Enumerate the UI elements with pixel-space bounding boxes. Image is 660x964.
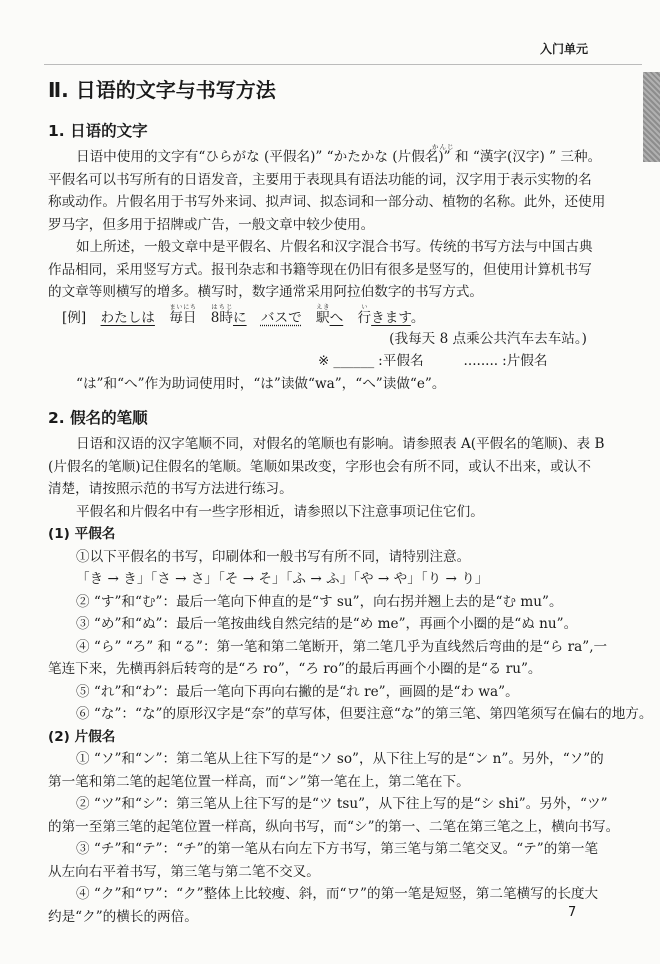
text-line: 作品相同，采用竖写方式。报刊杂志和书籍等现在仍旧有很多是竖写的，但使用计算机书写 bbox=[48, 261, 592, 278]
text-line: ③ “チ”和“テ”：“チ”的第一笔从右向左下方书写，第三笔与第二笔交叉。“テ”的第一笔 bbox=[76, 841, 599, 857]
legend-katakana: :片假名 bbox=[502, 353, 548, 369]
text-line: 罗马字，但多用于招牌或广告，一般文章中较少使用。 bbox=[48, 216, 375, 233]
hiragana-list bbox=[48, 546, 653, 726]
paragraph bbox=[48, 143, 606, 236]
example-sentence bbox=[48, 304, 591, 328]
text-line: 的文章等则横写的增多。横写时，数字通常采用阿拉伯数字的书写方式。 bbox=[48, 284, 483, 300]
text-line: 清楚，请按照示范的书写方法进行练习。 bbox=[48, 481, 293, 497]
paragraph bbox=[48, 236, 591, 304]
paragraph bbox=[48, 433, 605, 501]
section-heading-2: 2. 假名的笔顺 bbox=[48, 409, 148, 427]
page-number: 7 bbox=[568, 905, 577, 920]
example-word: 行いきます。 bbox=[357, 303, 425, 326]
kanji-furigana: かんじ bbox=[432, 143, 455, 151]
text-line: ② “ツ”和“シ”：第三笔从上往下写的是“ツ tsu”，从下往上写的是“シ shi”。另外，“ツ” bbox=[76, 796, 608, 812]
header-rule bbox=[44, 64, 642, 65]
katakana-list bbox=[48, 748, 620, 928]
text-line: 约是“ク”的横长的两倍。 bbox=[48, 908, 198, 925]
list-item bbox=[48, 591, 591, 614]
paragraph bbox=[48, 501, 591, 524]
text-line: 称或动作。片假名用于书写外来词、拟声词、拟态词和一部分动、植物的名称。此外，还使用 bbox=[48, 194, 606, 210]
legend-mark: ※ bbox=[318, 353, 330, 369]
section-heading-1: 1. 日语的文字 bbox=[48, 122, 148, 140]
text-line: ①以下平假名的书写，印刷体和一般书写有所不同，请特别注意。 bbox=[76, 548, 471, 565]
example-word: 8時はちじに bbox=[210, 303, 247, 326]
text-line: 日语和汉语的汉字笔顺不同，对假名的笔顺也有影响。请参照表 A(平假名的笔顺)、表 B bbox=[76, 436, 605, 452]
text-line: 的第一至第三笔的起笔位置一样高，纵向书写，而“シ”的第一、二笔在第三笔之上，横向书写。 bbox=[48, 818, 620, 835]
list-item bbox=[48, 613, 591, 636]
example-word: バスで bbox=[260, 309, 302, 326]
example-translation: (我每天 8 点乘公共汽车去车站。) bbox=[389, 330, 587, 347]
list-item bbox=[48, 703, 653, 726]
text-line: 平假名和片假名中有一些字形相近，请参照以下注意事项记住它们。 bbox=[76, 503, 484, 520]
chapter-thumb-tab bbox=[643, 72, 660, 162]
example-label: [例] bbox=[62, 309, 87, 326]
text-line: 日语中使用的文字有“ひらがな (平假名)” “かたかな (片假名)” 和 “漢字(汉字) ” 三种。 bbox=[76, 149, 602, 165]
text-line: (片假名的笔顺)记住假名的笔顺。笔顺如果改变，字形也会有所不同，或认不出来，或认不 bbox=[48, 458, 591, 475]
list-item bbox=[48, 546, 591, 569]
text-line: ④ “ら” “ろ” 和 “る”：第一笔和第二笔断开，第二笔几乎为直线然后弯曲的是“ら ra”,一 bbox=[76, 638, 608, 655]
legend-dotted-line: ........ bbox=[463, 353, 499, 369]
text-line: 如上所述，一般文章中是平假名、片假名和汉字混合书写。传统的书写方法与中国古典 bbox=[76, 239, 593, 255]
list-item bbox=[48, 748, 604, 793]
text-line: ④ “ク”和“ワ”：“ク”整体上比较瘦、斜，而“ワ”的第一笔是短竖，第二笔横写的长度大 bbox=[76, 886, 599, 902]
running-header: 入门单元 bbox=[539, 42, 588, 56]
particle-note: “は”和“へ”作为助词使用时，“は”读做“wa”，“へ”读做“e”。 bbox=[76, 375, 446, 392]
list-item bbox=[48, 568, 591, 591]
example-word: わたしは bbox=[100, 309, 155, 326]
text-line: 第一笔和第二笔的起笔位置一样高，而“ン”第一笔在上，第二笔在下。 bbox=[48, 773, 470, 790]
list-item bbox=[48, 636, 608, 681]
list-item bbox=[48, 681, 591, 704]
text-line: 从左向右平着书写，第三笔与第二笔不交叉。 bbox=[48, 863, 320, 880]
text-line: 平假名可以书写所有的日语发音，主要用于表现具有语法功能的词，汉字用于表示实物的名 bbox=[48, 171, 592, 188]
subheading-hiragana: (1) 平假名 bbox=[48, 526, 116, 542]
page-title: Ⅱ. 日语的文字与书写方法 bbox=[48, 78, 276, 102]
list-item bbox=[48, 838, 599, 883]
legend-solid-line: ______ bbox=[333, 353, 375, 369]
text-line: 笔连下来，先横再斜后转弯的是“ろ ro”，“ろ ro”的最后再画个小圈的是“る ru”。 bbox=[48, 661, 542, 677]
page-content bbox=[48, 118, 653, 928]
text-line: 「き → き」「さ → さ」「そ → そ」「ふ → ふ」「や → や」「り → り」 bbox=[76, 571, 489, 587]
subheading-katakana: (2) 片假名 bbox=[48, 728, 116, 745]
list-item bbox=[48, 793, 620, 838]
underline-legend bbox=[48, 350, 591, 373]
list-item bbox=[48, 883, 599, 928]
text-line: ⑥ “な”：“な”的原形汉字是“奈”的草写体，但要注意“な”的第三笔、第四笔须写在偏右的地方。 bbox=[76, 706, 653, 722]
example-word: 駅えきへ bbox=[316, 303, 344, 326]
text-line: ① “ソ”和“ン”：第二笔从上往下写的是“ソ so”，从下往上写的是“ン n”。另外，“ソ”的 bbox=[76, 751, 604, 767]
example-word: 毎日まいにち bbox=[169, 303, 197, 326]
legend-hiragana: :平假名 bbox=[378, 353, 424, 369]
text-line: ③ “め”和“ぬ”：最后一笔按曲线自然完结的是“め me”，再画个小圈的是“ぬ nu”。 bbox=[76, 616, 578, 632]
text-line: ⑤ “れ”和“わ”：最后一笔向下再向右撇的是“れ re”，画圆的是“わ wa”。 bbox=[76, 683, 519, 700]
text-line: ② “す”和“む”：最后一笔向下伸直的是“す su”，向右拐并翘上去的是“む mu”。 bbox=[76, 593, 563, 610]
